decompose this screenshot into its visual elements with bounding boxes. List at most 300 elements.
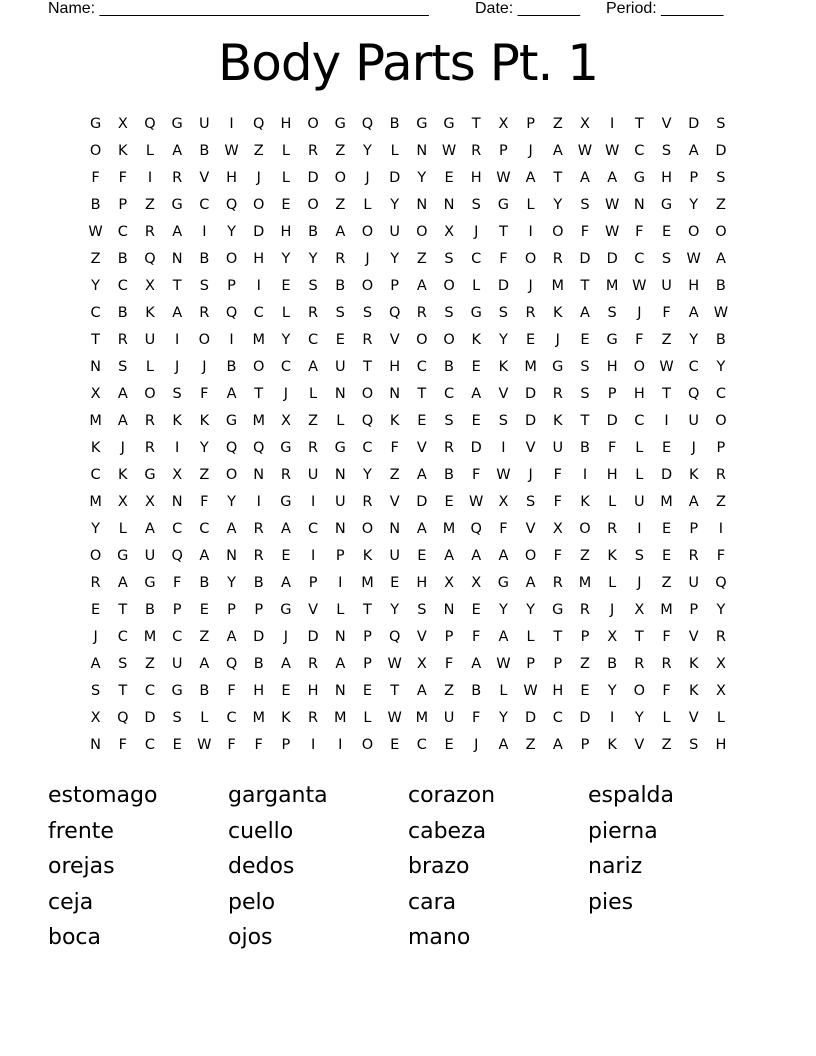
grid-letter[interactable]: M (334, 710, 347, 726)
grid-letter[interactable]: S (498, 305, 509, 321)
grid-letter[interactable]: W (604, 224, 620, 240)
grid-letter[interactable]: U (334, 359, 346, 375)
grid-letter[interactable]: H (280, 224, 292, 240)
grid-letter[interactable]: S (716, 116, 726, 132)
grid-letter[interactable]: H (280, 116, 292, 132)
grid-letter[interactable]: O (715, 413, 727, 429)
grid-letter[interactable]: C (144, 683, 156, 699)
grid-letter[interactable]: D (307, 170, 319, 186)
grid-letter[interactable]: F (635, 332, 644, 348)
grid-letter[interactable]: R (335, 251, 346, 267)
grid-letter[interactable]: G (552, 602, 564, 618)
grid-letter[interactable]: A (308, 359, 319, 375)
grid-letter[interactable]: E (417, 548, 427, 564)
name-field[interactable]: Name: _____________________________________ (48, 0, 429, 17)
grid-letter[interactable]: N (416, 197, 428, 213)
grid-letter[interactable]: L (608, 575, 617, 591)
grid-letter[interactable]: H (606, 467, 618, 483)
grid-letter[interactable]: L (336, 602, 345, 618)
grid-letter[interactable]: X (498, 116, 509, 132)
grid-letter[interactable]: I (202, 224, 207, 240)
grid-letter[interactable]: H (226, 170, 237, 186)
grid-letter[interactable]: L (336, 413, 345, 429)
grid-letter[interactable]: O (307, 197, 319, 213)
grid-letter[interactable]: C (443, 386, 455, 402)
grid-letter[interactable]: B (444, 359, 454, 375)
grid-letter[interactable]: B (389, 116, 400, 132)
grid-letter[interactable]: O (253, 359, 265, 375)
grid-letter[interactable]: R (90, 575, 101, 591)
grid-letter[interactable]: Z (335, 197, 346, 213)
grid-letter[interactable]: P (363, 629, 372, 645)
grid-letter[interactable]: M (551, 278, 565, 294)
grid-letter[interactable]: J (283, 629, 289, 645)
grid-letter[interactable]: S (661, 251, 672, 267)
grid-letter[interactable]: R (416, 305, 427, 321)
grid-letter[interactable]: G (117, 548, 129, 564)
grid-letter[interactable]: W (713, 305, 729, 321)
grid-letter[interactable]: R (199, 305, 210, 321)
grid-letter[interactable]: P (227, 278, 236, 294)
grid-letter[interactable]: D (144, 710, 156, 726)
grid-letter[interactable]: C (117, 629, 128, 645)
grid-letter[interactable]: C (280, 359, 291, 375)
grid-letter[interactable]: D (389, 170, 401, 186)
grid-letter[interactable]: N (633, 197, 645, 213)
grid-letter[interactable]: Y (227, 224, 236, 240)
grid-letter[interactable]: N (334, 467, 346, 483)
grid-letter[interactable]: A (416, 683, 427, 699)
grid-letter[interactable]: C (117, 224, 128, 240)
grid-letter[interactable]: V (661, 116, 672, 132)
grid-letter[interactable]: G (633, 170, 645, 186)
grid-letter[interactable]: V (688, 710, 699, 726)
grid-letter[interactable]: Q (171, 548, 183, 564)
grid-letter[interactable]: E (471, 602, 481, 618)
grid-letter[interactable]: I (310, 494, 316, 510)
grid-letter[interactable]: L (363, 710, 372, 726)
grid-letter[interactable]: E (335, 332, 345, 348)
grid-letter[interactable]: O (361, 386, 374, 402)
grid-letter[interactable]: Y (363, 467, 372, 483)
grid-letter[interactable]: P (607, 386, 617, 402)
grid-letter[interactable]: Q (361, 116, 374, 132)
grid-letter[interactable]: F (200, 494, 209, 510)
grid-letter[interactable]: A (416, 278, 427, 294)
grid-letter[interactable]: W (441, 143, 457, 159)
grid-letter[interactable]: P (689, 521, 699, 537)
grid-letter[interactable]: G (416, 116, 428, 132)
grid-letter[interactable]: G (497, 197, 510, 213)
grid-letter[interactable]: D (253, 224, 265, 240)
grid-letter[interactable]: I (338, 737, 343, 753)
grid-letter[interactable]: G (171, 197, 183, 213)
grid-letter[interactable]: I (147, 170, 153, 186)
grid-letter[interactable]: E (661, 224, 672, 240)
grid-letter[interactable]: A (199, 548, 210, 564)
grid-letter[interactable]: F (472, 467, 481, 483)
grid-letter[interactable]: E (580, 683, 590, 699)
grid-letter[interactable]: Z (444, 683, 454, 699)
grid-letter[interactable]: A (498, 737, 509, 753)
grid-letter[interactable]: P (689, 170, 699, 186)
grid-letter[interactable]: D (416, 494, 428, 510)
grid-letter[interactable]: Q (470, 521, 482, 537)
grid-letter[interactable]: T (118, 602, 128, 618)
grid-letter[interactable]: I (637, 521, 642, 537)
grid-letter[interactable]: Y (526, 602, 536, 618)
grid-letter[interactable]: F (118, 737, 127, 753)
grid-letter[interactable]: G (144, 467, 156, 483)
grid-letter[interactable]: F (716, 548, 726, 564)
grid-letter[interactable]: Z (580, 548, 590, 564)
grid-letter[interactable]: M (252, 413, 265, 429)
grid-letter[interactable]: W (387, 656, 402, 672)
grid-letter[interactable]: E (471, 413, 481, 429)
grid-letter[interactable]: C (172, 629, 183, 645)
grid-letter[interactable]: O (443, 278, 455, 294)
grid-letter[interactable]: R (172, 170, 183, 186)
grid-letter[interactable]: V (498, 386, 509, 402)
grid-letter[interactable]: U (443, 710, 455, 726)
grid-letter[interactable]: F (635, 224, 644, 240)
grid-letter[interactable]: F (472, 629, 481, 645)
grid-letter[interactable]: K (607, 548, 617, 564)
grid-letter[interactable]: Z (580, 656, 590, 672)
grid-letter[interactable]: E (444, 494, 454, 510)
grid-letter[interactable]: X (416, 656, 427, 672)
grid-letter[interactable]: A (552, 737, 563, 753)
grid-letter[interactable]: S (308, 278, 318, 294)
grid-letter[interactable]: A (471, 656, 482, 672)
grid-letter[interactable]: R (280, 467, 291, 483)
grid-letter[interactable]: P (553, 656, 563, 672)
grid-letter[interactable]: A (416, 467, 427, 483)
grid-letter[interactable]: A (688, 305, 699, 321)
grid-letter[interactable]: U (144, 332, 156, 348)
grid-letter[interactable]: N (90, 359, 102, 375)
grid-letter[interactable]: Y (308, 251, 318, 267)
grid-letter[interactable]: W (686, 251, 701, 267)
grid-letter[interactable]: U (688, 413, 700, 429)
grid-letter[interactable]: R (362, 332, 373, 348)
grid-letter[interactable]: C (362, 440, 373, 456)
grid-letter[interactable]: Q (225, 305, 238, 321)
grid-letter[interactable]: Y (390, 251, 400, 267)
grid-letter[interactable]: L (145, 359, 155, 375)
grid-letter[interactable]: C (416, 737, 427, 753)
grid-letter[interactable]: W (604, 197, 620, 213)
grid-letter[interactable]: H (253, 683, 265, 699)
grid-letter[interactable]: C (715, 386, 726, 402)
grid-letter[interactable]: Q (225, 440, 238, 456)
grid-letter[interactable]: T (662, 386, 671, 402)
grid-letter[interactable]: I (338, 575, 343, 591)
grid-letter[interactable]: D (253, 629, 265, 645)
grid-letter[interactable]: H (661, 170, 672, 186)
grid-letter[interactable]: X (580, 116, 590, 132)
grid-letter[interactable]: C (90, 467, 101, 483)
grid-letter[interactable]: K (498, 359, 509, 375)
grid-letter[interactable]: J (691, 440, 696, 456)
grid-letter[interactable]: S (362, 305, 373, 321)
grid-letter[interactable]: C (172, 521, 183, 537)
grid-letter[interactable]: F (662, 629, 671, 645)
grid-letter[interactable]: G (470, 305, 482, 321)
grid-letter[interactable]: P (118, 197, 128, 213)
grid-letter[interactable]: L (499, 683, 508, 699)
grid-letter[interactable]: R (661, 656, 672, 672)
grid-letter[interactable]: A (199, 656, 210, 672)
grid-letter[interactable]: E (661, 440, 672, 456)
grid-letter[interactable]: K (607, 737, 617, 753)
grid-letter[interactable]: N (171, 251, 183, 267)
grid-letter[interactable]: J (365, 170, 370, 186)
grid-letter[interactable]: X (90, 710, 101, 726)
grid-letter[interactable]: E (471, 359, 481, 375)
grid-letter[interactable]: W (632, 278, 647, 294)
grid-letter[interactable]: Z (661, 737, 672, 753)
grid-letter[interactable]: Q (144, 251, 156, 267)
grid-letter[interactable]: B (199, 683, 210, 699)
grid-letter[interactable]: J (528, 467, 533, 483)
grid-letter[interactable]: A (498, 629, 509, 645)
grid-letter[interactable]: K (90, 440, 101, 456)
grid-letter[interactable]: J (474, 737, 479, 753)
grid-letter[interactable]: R (552, 386, 563, 402)
grid-letter[interactable]: S (118, 359, 128, 375)
grid-letter[interactable]: H (307, 683, 319, 699)
grid-letter[interactable]: Z (90, 251, 101, 267)
grid-letter[interactable]: Y (417, 170, 427, 186)
date-field[interactable]: Date: _______ (475, 0, 580, 17)
grid-letter[interactable]: V (199, 170, 210, 186)
grid-letter[interactable]: L (390, 143, 399, 159)
grid-letter[interactable]: I (501, 440, 506, 456)
grid-letter[interactable]: R (471, 143, 482, 159)
grid-letter[interactable]: A (280, 656, 291, 672)
grid-letter[interactable]: P (689, 602, 699, 618)
grid-letter[interactable]: A (280, 521, 291, 537)
grid-letter[interactable]: B (144, 602, 155, 618)
grid-letter[interactable]: Y (498, 602, 508, 618)
grid-letter[interactable]: A (471, 548, 482, 564)
grid-letter[interactable]: S (118, 656, 128, 672)
grid-letter[interactable]: Y (716, 359, 726, 375)
grid-letter[interactable]: J (555, 332, 560, 348)
grid-letter[interactable]: F (553, 467, 562, 483)
grid-letter[interactable]: O (443, 332, 455, 348)
grid-letter[interactable]: E (281, 548, 291, 564)
grid-letter[interactable]: H (715, 737, 727, 753)
grid-letter[interactable]: T (634, 116, 644, 132)
grid-letter[interactable]: A (117, 386, 128, 402)
grid-letter[interactable]: T (363, 359, 372, 375)
grid-letter[interactable]: F (607, 440, 617, 456)
grid-letter[interactable]: C (199, 521, 210, 537)
grid-letter[interactable]: Y (199, 440, 209, 456)
grid-letter[interactable]: Y (281, 251, 291, 267)
grid-letter[interactable]: B (715, 332, 726, 348)
grid-letter[interactable]: L (309, 386, 318, 402)
grid-letter[interactable]: D (497, 278, 509, 294)
grid-letter[interactable]: N (334, 521, 346, 537)
grid-letter[interactable]: V (308, 602, 319, 618)
grid-letter[interactable]: M (442, 521, 456, 537)
grid-letter[interactable]: S (444, 305, 454, 321)
grid-letter[interactable]: Z (145, 656, 155, 672)
grid-letter[interactable]: I (610, 116, 615, 132)
grid-letter[interactable]: N (226, 548, 237, 564)
grid-letter[interactable]: D (688, 116, 700, 132)
grid-letter[interactable]: S (417, 602, 427, 618)
grid-letter[interactable]: F (499, 251, 508, 267)
grid-letter[interactable]: D (660, 467, 673, 483)
grid-letter[interactable]: Y (498, 332, 508, 348)
grid-letter[interactable]: I (718, 521, 724, 537)
grid-letter[interactable]: P (308, 575, 318, 591)
grid-letter[interactable]: N (171, 494, 183, 510)
grid-letter[interactable]: F (200, 386, 209, 402)
grid-letter[interactable]: E (580, 332, 590, 348)
grid-letter[interactable]: Z (715, 197, 726, 213)
grid-letter[interactable]: L (635, 467, 644, 483)
grid-letter[interactable]: T (553, 629, 563, 645)
grid-letter[interactable]: I (528, 224, 533, 240)
grid-letter[interactable]: U (334, 494, 346, 510)
grid-letter[interactable]: R (253, 548, 264, 564)
grid-letter[interactable]: M (252, 710, 265, 726)
grid-letter[interactable]: C (308, 521, 319, 537)
grid-letter[interactable]: T (498, 224, 508, 240)
grid-letter[interactable]: U (144, 548, 156, 564)
grid-letter[interactable]: K (145, 305, 155, 321)
grid-letter[interactable]: C (226, 710, 237, 726)
grid-letter[interactable]: Y (634, 710, 644, 726)
grid-letter[interactable]: Q (688, 386, 700, 402)
grid-letter[interactable]: U (552, 440, 564, 456)
grid-letter[interactable]: P (580, 737, 590, 753)
grid-letter[interactable]: O (715, 224, 727, 240)
grid-letter[interactable]: G (660, 197, 673, 213)
grid-letter[interactable]: H (253, 251, 265, 267)
grid-letter[interactable]: S (580, 359, 590, 375)
grid-letter[interactable]: S (172, 386, 182, 402)
grid-letter[interactable]: Y (227, 494, 236, 510)
grid-letter[interactable]: X (607, 629, 618, 645)
grid-letter[interactable]: R (552, 251, 563, 267)
grid-letter[interactable]: A (226, 521, 237, 537)
grid-letter[interactable]: G (552, 359, 564, 375)
grid-letter[interactable]: R (144, 413, 155, 429)
grid-letter[interactable]: G (89, 116, 102, 132)
grid-letter[interactable]: R (552, 575, 563, 591)
grid-letter[interactable]: R (308, 710, 319, 726)
grid-letter[interactable]: O (225, 467, 238, 483)
grid-letter[interactable]: V (389, 332, 400, 348)
grid-letter[interactable]: Z (199, 467, 210, 483)
grid-letter[interactable]: J (528, 143, 533, 159)
grid-letter[interactable]: M (415, 710, 429, 726)
grid-letter[interactable]: A (525, 575, 536, 591)
grid-letter[interactable]: L (635, 440, 644, 456)
grid-letter[interactable]: Y (553, 197, 563, 213)
grid-letter[interactable]: A (172, 224, 183, 240)
grid-letter[interactable]: P (254, 602, 264, 618)
grid-letter[interactable]: U (688, 575, 700, 591)
grid-letter[interactable]: F (444, 656, 454, 672)
grid-letter[interactable]: O (361, 737, 374, 753)
grid-letter[interactable]: X (90, 386, 101, 402)
grid-letter[interactable]: C (688, 359, 699, 375)
grid-letter[interactable]: N (443, 197, 455, 213)
grid-letter[interactable]: Q (225, 197, 238, 213)
grid-letter[interactable]: M (578, 575, 592, 591)
grid-letter[interactable]: I (610, 710, 615, 726)
grid-letter[interactable]: B (199, 575, 210, 591)
grid-letter[interactable]: B (308, 224, 319, 240)
grid-letter[interactable]: X (444, 575, 454, 591)
grid-letter[interactable]: I (175, 440, 180, 456)
grid-letter[interactable]: S (335, 305, 345, 321)
grid-letter[interactable]: Y (363, 143, 372, 159)
grid-letter[interactable]: B (335, 278, 346, 294)
grid-letter[interactable]: A (90, 656, 101, 672)
grid-letter[interactable]: J (610, 602, 615, 618)
grid-letter[interactable]: S (607, 305, 617, 321)
grid-letter[interactable]: K (553, 413, 563, 429)
grid-letter[interactable]: F (472, 710, 481, 726)
grid-letter[interactable]: R (253, 521, 264, 537)
grid-letter[interactable]: H (688, 278, 700, 294)
grid-letter[interactable]: V (416, 629, 427, 645)
grid-letter[interactable]: A (416, 521, 427, 537)
grid-letter[interactable]: C (253, 305, 264, 321)
grid-letter[interactable]: S (661, 143, 672, 159)
grid-letter[interactable]: E (526, 332, 536, 348)
grid-letter[interactable]: E (281, 683, 291, 699)
grid-letter[interactable]: N (334, 386, 346, 402)
grid-letter[interactable]: M (660, 602, 673, 618)
grid-letter[interactable]: F (172, 575, 182, 591)
grid-letter[interactable]: I (256, 494, 261, 510)
grid-letter[interactable]: Y (91, 521, 101, 537)
grid-letter[interactable]: F (553, 548, 562, 564)
grid-letter[interactable]: T (634, 629, 644, 645)
grid-letter[interactable]: W (224, 143, 239, 159)
grid-letter[interactable]: O (416, 332, 428, 348)
grid-letter[interactable]: T (580, 278, 590, 294)
grid-letter[interactable]: P (390, 278, 400, 294)
grid-letter[interactable]: D (579, 251, 591, 267)
grid-letter[interactable]: S (716, 170, 726, 186)
grid-letter[interactable]: W (496, 467, 511, 483)
grid-letter[interactable]: F (227, 737, 236, 753)
grid-letter[interactable]: S (498, 413, 509, 429)
grid-letter[interactable]: R (144, 224, 155, 240)
grid-letter[interactable]: W (577, 143, 593, 159)
grid-letter[interactable]: N (334, 683, 346, 699)
grid-letter[interactable]: A (688, 494, 699, 510)
grid-letter[interactable]: K (118, 143, 128, 159)
grid-letter[interactable]: X (498, 494, 509, 510)
grid-letter[interactable]: B (117, 251, 128, 267)
grid-letter[interactable]: C (416, 359, 427, 375)
grid-letter[interactable]: D (307, 629, 319, 645)
grid-letter[interactable]: P (526, 656, 535, 672)
grid-letter[interactable]: B (117, 305, 128, 321)
grid-letter[interactable]: P (172, 602, 182, 618)
